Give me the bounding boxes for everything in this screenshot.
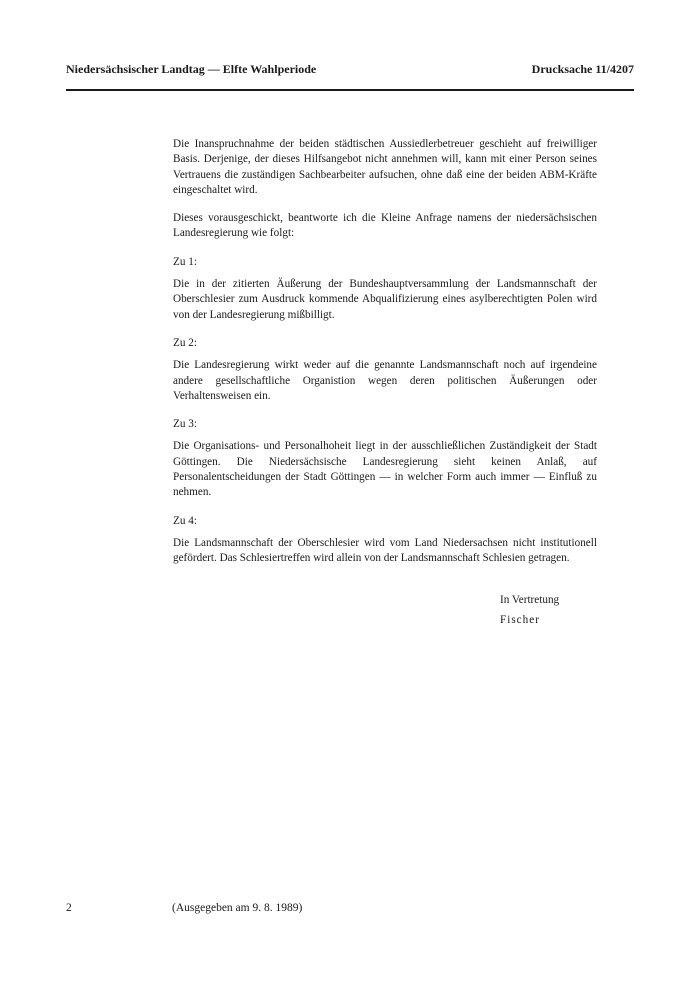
section-text-3: Die Organisations- und Personalhoheit liegt in der ausschließlichen Zuständigkeit der Stadt Göttingen. Die Niedersächsische Landesregierung sieht keinen Anlaß, auf Personalentscheidungen der Stadt Göttingen — in welcher Form auch immer — Einfluß zu nehmen. (173, 440, 597, 499)
answer-intro-paragraph: Dieses vorausgeschickt, beantworte ich die Kleine Anfrage namens der niedersächsischen Landesregierung wie folgt: (173, 212, 597, 240)
header-rule (66, 89, 634, 91)
section-heading-1: Zu 1: (173, 255, 197, 268)
section-heading-4: Zu 4: (173, 514, 197, 527)
page-header (66, 62, 634, 80)
intro-paragraph: Die Inanspruchnahme der beiden städtischen Aussiedlerbetreuer geschieht auf freiwilliger Basis. Derjenige, der dieses Hilfsangebot nicht annehmen will, kann mit einer Person seines Vertrauens die zuständigen Sachbearbeiter aufsuchen, ohne daß eine der beiden ABM-Kräfte eingeschaltet wird. (173, 138, 597, 196)
page-number: 2 (66, 902, 72, 914)
signature-line-role: In Vertretung (500, 594, 560, 606)
document-body (173, 137, 597, 580)
signature-name: Fischer (500, 614, 540, 626)
section-heading-2: Zu 2: (173, 336, 197, 349)
document-number: Drucksache 11/4207 (531, 62, 634, 76)
section-heading-3: Zu 3: (173, 418, 197, 431)
section-text-4: Die Landsmannschaft der Oberschlesier wird vom Land Niedersachsen nicht institutionell gefördert. Das Schlesiertreffen wird allein von der Landsmannschaft Schlesien getragen. (173, 536, 597, 565)
issue-date-note: (Ausgegeben am 9. 8. 1989) (172, 902, 303, 914)
section-text-2: Die Landesregierung wirkt weder auf die genannte Landsmannschaft noch auf irgendeine andere gesellschaftliche Organistion wegen deren politischen Äußerungen oder Verhaltensweisen ein. (173, 359, 597, 402)
header-title: Niedersächsischer Landtag — Elfte Wahlperiode (66, 62, 317, 76)
section-text-1: Die in der zitierten Äußerung der Bundeshauptversammlung der Landsmannschaft der Oberschlesier zum Ausdruck kommende Abqualifizierung eines asylberechtigten Polen wird von der Landesregierung mißbilligt. (173, 278, 597, 321)
